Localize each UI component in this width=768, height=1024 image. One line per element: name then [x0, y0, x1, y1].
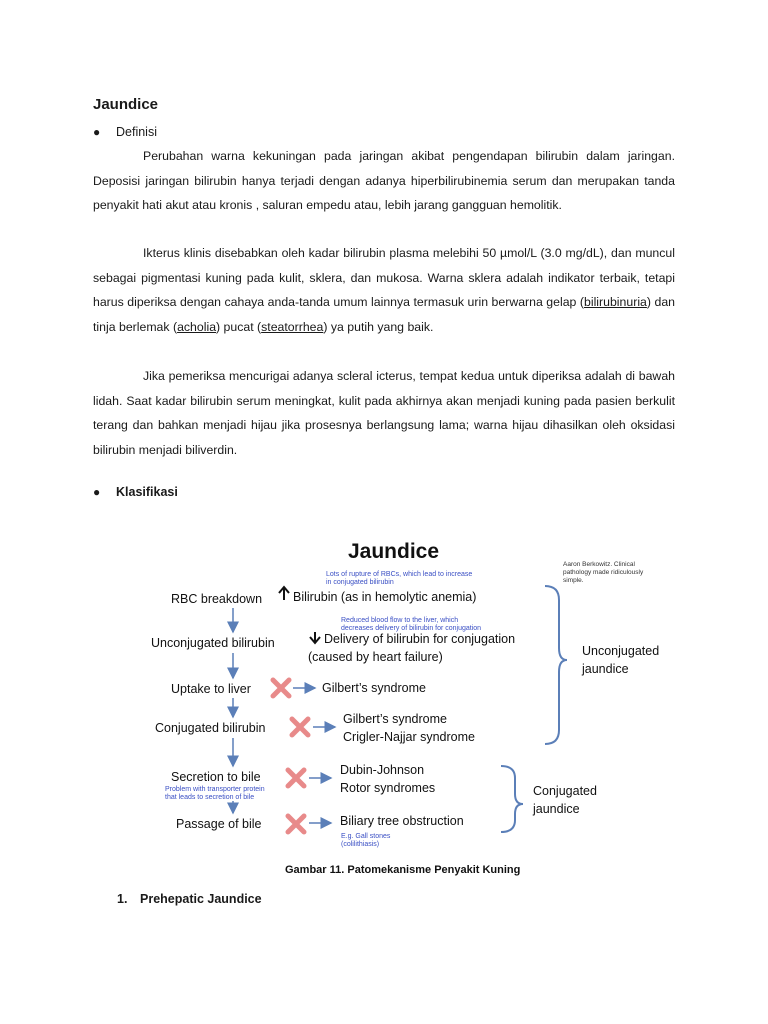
- result-rotor: Rotor syndromes: [340, 781, 436, 795]
- group-label: jaundice: [533, 802, 580, 816]
- result-hemolytic-anemia: Bilirubin (as in hemolytic anemia): [293, 590, 477, 604]
- page-title: Jaundice: [93, 96, 159, 113]
- figure-credit: pathology made ridiculously: [563, 569, 644, 576]
- annotation-note: E.g. Gall stones: [341, 833, 391, 840]
- paragraph-clinical-icterus: [93, 241, 675, 339]
- paragraph-text: Ikterus klinis disebabkan oleh kadar bilirubin plasma melebihi 50 µmol/L (3.0 mg/dL), dan muncul sebagai pigmentasi kuning pada kulit, sklera, dan mukosa. Warna sklera adalah indikator terbaik, tetapi harus diperiksa dengan cahaya anda-tanda umum lainnya termasuk urin berwarna gelap (: [93, 246, 675, 309]
- result-gilbert: Gilbert’s syndrome: [343, 712, 447, 726]
- brace-conjugated: [501, 766, 523, 832]
- link-steatorrhea[interactable]: steatorrhea: [261, 319, 324, 334]
- bullet-label: Klasifikasi: [116, 485, 178, 499]
- increase-arrow-icon: [279, 587, 289, 600]
- bullet-label: Definisi: [116, 125, 157, 139]
- paragraph-text: ) dan tinja berlemak (: [93, 295, 675, 334]
- annotation-note: in conjugated bilirubin: [326, 579, 394, 586]
- jaundice-figure: [93, 508, 675, 880]
- link-acholia[interactable]: acholia: [177, 319, 217, 334]
- brace-unconjugated: [545, 586, 567, 744]
- decrease-arrow-icon: [310, 632, 320, 643]
- cross-icon: [292, 719, 308, 735]
- group-label: Unconjugated: [582, 644, 660, 658]
- annotation-note: Problem with transporter protein: [165, 786, 265, 793]
- group-label: jaundice: [582, 662, 629, 676]
- bullet-icon: ●: [93, 125, 101, 139]
- paragraph-text: ) ya putih yang baik.: [323, 319, 434, 334]
- cross-icon: [288, 770, 304, 786]
- step-conjugated-bilirubin: Conjugated bilirubin: [155, 721, 266, 735]
- cross-icon: [288, 816, 304, 832]
- step-uptake-to-liver: Uptake to liver: [171, 682, 251, 696]
- paragraph-scleral-icterus: Jika pemeriksa mencurigai adanya scleral icterus, tempat kedua untuk diperiksa adalah di bawah lidah. Saat kadar bilirubin serum meningkat, kulit pada akhirnya akan menjadi kuning pada pasien berkulit terang dan bahkan menjadi hijau jika prosesnya berlangsung lama; warna hijau dihasilkan oleh oksidasi bilirubin menjadi biliverdin.: [93, 369, 675, 457]
- result-dubin-johnson: Dubin-Johnson: [340, 763, 425, 777]
- figure-credit: simple.: [563, 577, 584, 584]
- result-biliary-obstruction: Biliary tree obstruction: [340, 814, 464, 828]
- paragraph-definition: Perubahan warna kekuningan pada jaringan akibat pengendapan bilirubin dalam jaringan. Deposisi jaringan bilirubin hanya terjadi dengan adanya hiperbilirubinemia serum dan merupakan tanda penyakit hati akut atau kronis , saluran empedu atau, lebih jarang gangguan hemolitik.: [93, 149, 675, 212]
- step-unconjugated-bilirubin: Unconjugated bilirubin: [151, 636, 275, 650]
- result-gilbert: Gilbert’s syndrome: [322, 681, 426, 695]
- result-crigler-najjar: Crigler-Najjar syndrome: [343, 730, 475, 744]
- annotation-note: Reduced blood flow to the liver, which: [341, 617, 459, 624]
- paragraph-text: ) pucat (: [216, 319, 262, 334]
- section-title: Prehepatic Jaundice: [140, 892, 262, 906]
- step-secretion-to-bile: Secretion to bile: [171, 770, 261, 784]
- step-passage-of-bile: Passage of bile: [176, 817, 262, 831]
- figure-caption: Gambar 11. Patomekanisme Penyakit Kuning: [285, 864, 521, 876]
- bullet-icon: ●: [93, 485, 101, 499]
- cross-icon: [273, 680, 289, 696]
- annotation-note: that leads to secretion of bile: [165, 794, 255, 801]
- step-rbc-breakdown: RBC breakdown: [171, 592, 263, 606]
- annotation-note: decreases delivery of bilirubin for conjugation: [341, 625, 482, 632]
- section-heading: [117, 892, 262, 906]
- link-bilirubinuria[interactable]: bilirubinuria: [584, 295, 647, 309]
- result-delivery: Delivery of bilirubin for conjugation: [324, 632, 516, 646]
- figure-credit: Aaron Berkowitz. Clinical: [563, 561, 635, 568]
- annotation-note: Lots of rupture of RBCs, which lead to increase: [326, 571, 473, 578]
- result-heart-failure: (caused by heart failure): [308, 650, 443, 664]
- figure-title: Jaundice: [348, 540, 440, 563]
- annotation-note: (colilithiasis): [341, 841, 380, 848]
- section-number: 1.: [117, 892, 128, 906]
- group-label: Conjugated: [533, 784, 597, 798]
